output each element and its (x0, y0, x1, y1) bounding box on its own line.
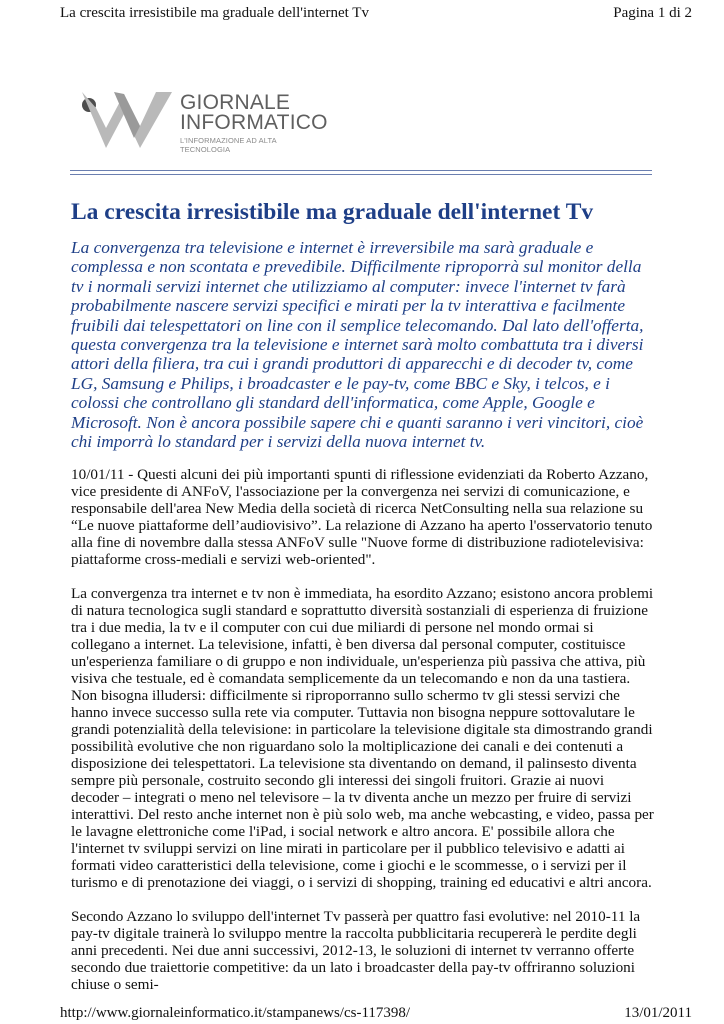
site-logo[interactable] (78, 86, 328, 154)
print-date: 13/01/2011 (624, 1005, 692, 1021)
header-divider-bottom (70, 174, 652, 175)
logo-mark-icon (78, 86, 174, 150)
print-header (60, 4, 692, 22)
article-paragraph: 10/01/11 - Questi alcuni dei più importanti spunti di riflessione evidenziati da Roberto Azzano, vice presidente di ANFoV, l'associazione per la convergenza nei servizi di comunicazione, e responsabile dell'area New Media della società di ricerca NetConsulting nella sua relazione su “Le nuove piattaforme dell’audiovisivo”. La relazione di Azzano ha aperto l'osservatorio tenuto alla fine di novembre dalla stessa ANFoV sulle "Nuove forme di distribuzione radiotelevisiva: piattaforme cross-mediali e servizi web-oriented". (71, 466, 653, 568)
article-lead: La convergenza tra televisione e internet è irreversibile ma sarà graduale e complessa e non scontata e prevedibile. Difficilmente riproporrà sul monitor della tv i normali servizi internet che utilizziamo al computer: invece l'internet tv farà probabilmente nascere servizi specifici e mirati per la tv interattiva e facilmente fruibili dai telespettatori on line con il semplice telecomando. Dal lato dell'offerta, questa convergenza tra la televisione e internet sarà molto combattuta tra i diversi attori della filiera, tra cui i grandi produttori di apparecchi e di decoder tv, come LG, Samsung e Philips, i broadcaster e le pay-tv, come BBC e Sky, i telcos, e i colossi che controllano gli standard dell'informatica, come Apple, Google e Microsoft. Non è ancora possibile sapere chi e quanti saranno i veri vincitori, cioè chi imporrà lo standard per i servizi della nuova internet tv. (71, 238, 644, 452)
print-footer (60, 1004, 692, 1022)
article-paragraph: La convergenza tra internet e tv non è immediata, ha esordito Azzano; esistono ancora problemi di natura tecnologica sugli standard e soprattutto diversità sostanziali di esperienza di fruizione tra i due media, la tv e il computer con cui due miliardi di persone nel mondo ormai si collegano a internet. La televisione, infatti, è ben diversa dal personal computer, costituisce un'esperienza familiare o di gruppo e non individuale, un'esperienza più passiva che attiva, più visiva che testuale, ed è comandata semplicemente da un telecomando e non da una tastiera. Non bisogna illudersi: difficilmente si riproporranno sullo schermo tv gli stessi servizi che hanno invece successo sulla rete via computer. Tuttavia non bisogna neppure sottovalutare le grandi potenzialità della televisione: in particolare la televisione digitale sta dimostrando grandi possibilità evolutive che non riguardano solo la moltiplicazione dei canali e dei contenuti a disposizione dei telespettatori. La televisione sta diventando on demand, il palinsesto diventa sempre più personale, costruito secondo gli interessi dei singoli fruitori. Grazie ai nuovi decoder – integrati o meno nel televisore – la tv diventa anche un mezzo per fruire di servizi interattivi. Del resto anche internet non è più solo web, ma anche webcasting, e video, passa per le lavagne elettroniche come l'iPad, i social network e altro ancora. E' possibile allora che l'internet tv sviluppi servizi on line mirati in particolare per il pubblico televisivo e adatti ai formati video caratteristici della televisione, come i giochi e le scommesse, o i servizi per il turismo e di prenotazione dei viaggi, o i servizi di shopping, training ed educativi e altri ancora. (71, 585, 654, 891)
logo-line-1: GIORNALE (180, 91, 291, 114)
print-header-title: La crescita irresistibile ma graduale dell'internet Tv (60, 5, 369, 21)
article-title: La crescita irresistibile ma graduale dell'internet Tv (71, 199, 594, 225)
page-indicator: Pagina 1 di 2 (613, 5, 692, 21)
article-body (71, 466, 654, 1010)
logo-tagline: L'INFORMAZIONE AD ALTA TECNOLOGIA (180, 136, 277, 154)
source-url: http://www.giornaleinformatico.it/stampanews/cs-117398/ (60, 1005, 411, 1021)
header-divider-top (70, 170, 652, 171)
logo-line-2: INFORMATICO (180, 111, 328, 134)
article-paragraph: Secondo Azzano lo sviluppo dell'internet Tv passerà per quattro fasi evolutive: nel 2010-11 la pay-tv digitale trainerà lo sviluppo mentre la raccolta pubblicitaria recupererà le perdite degli anni precedenti. Nei due anni successivi, 2012-13, le soluzioni di internet tv verranno offerte secondo due traiettorie competitive: da un lato i broadcaster della pay-tv offriranno soluzioni chiuse o semi- (71, 908, 641, 993)
logo-wordmark (180, 93, 328, 154)
